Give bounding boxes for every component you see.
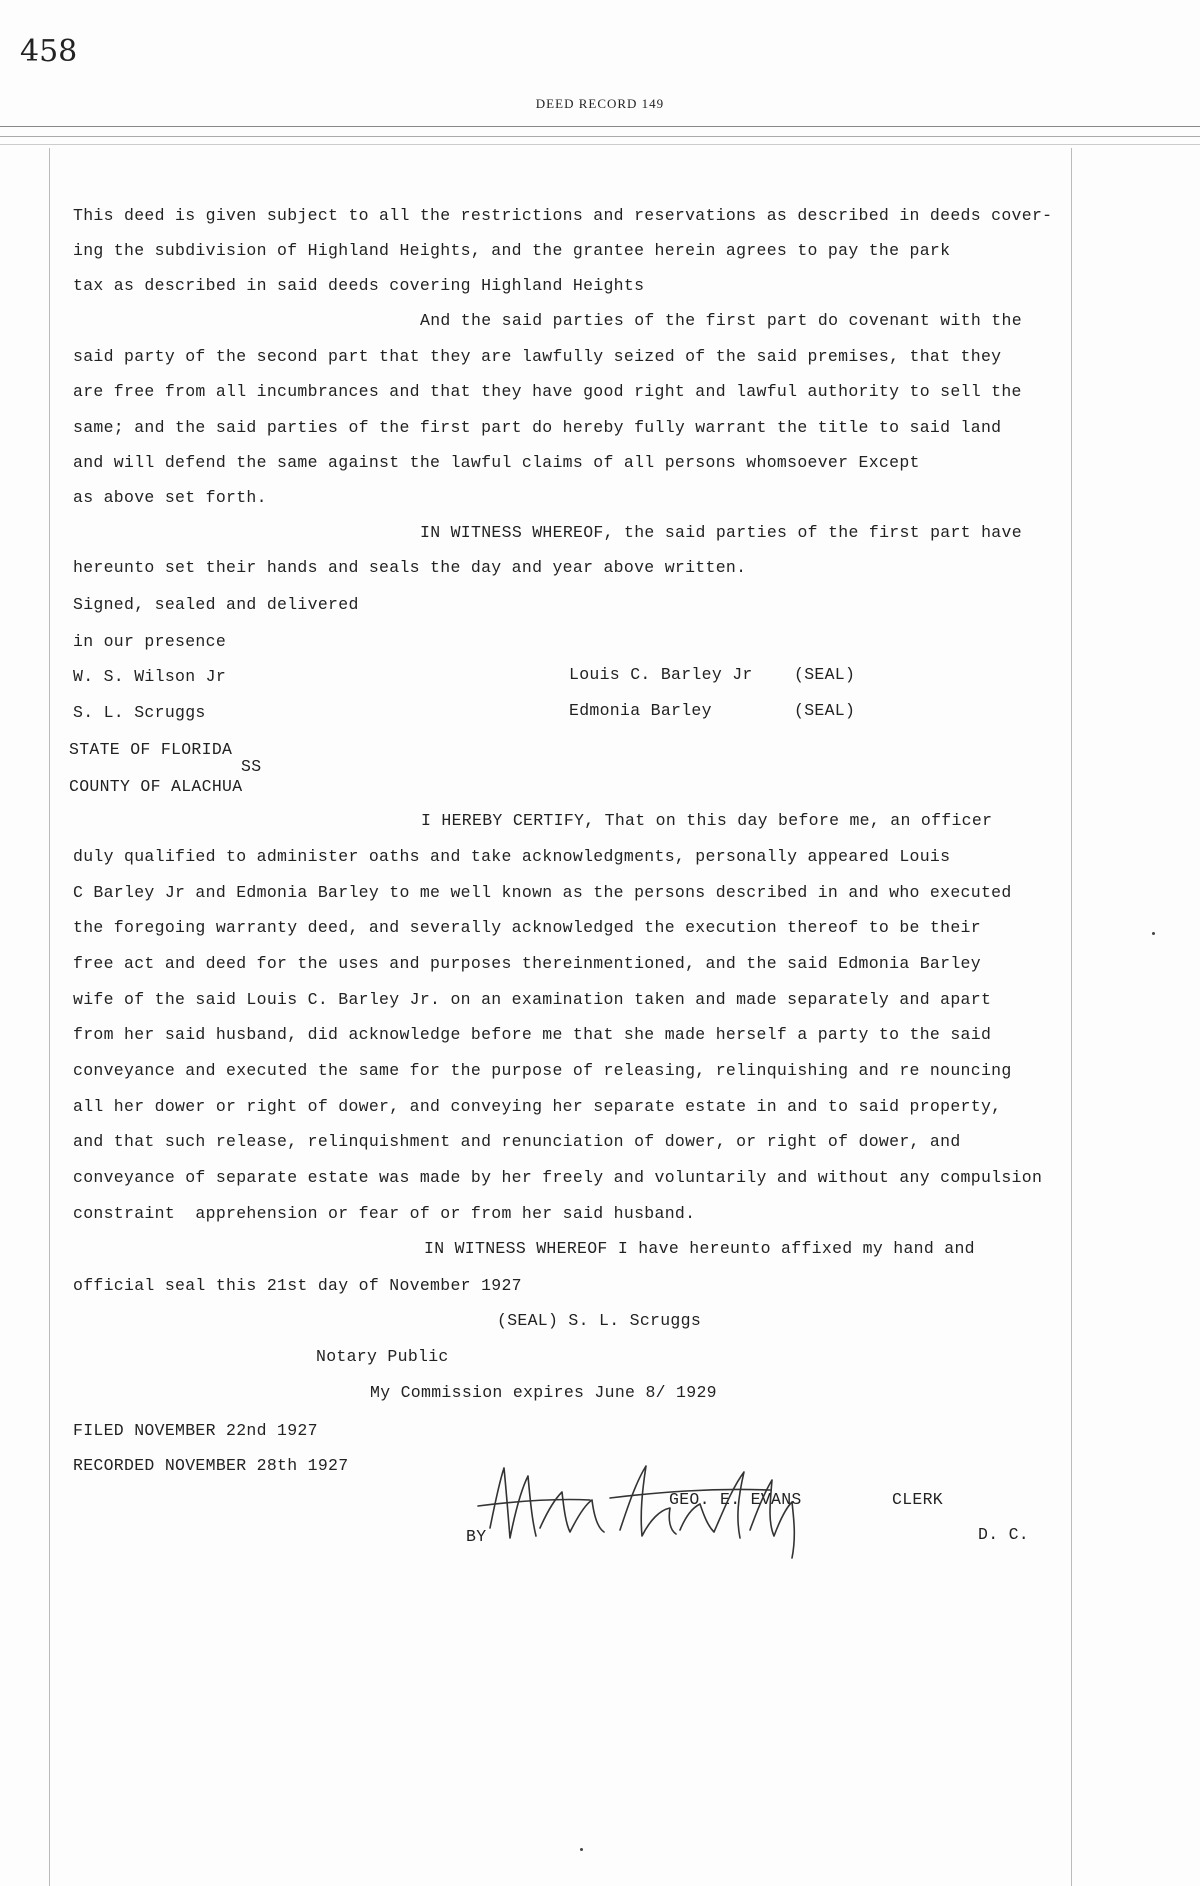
grantor-2-seal: (SEAL)	[794, 701, 856, 720]
by-label: BY	[466, 1527, 487, 1546]
venue-ss: SS	[241, 757, 262, 776]
clerk-title: CLERK	[892, 1490, 944, 1509]
witness-1: W. S. Wilson Jr	[73, 667, 227, 686]
certificate-line-4: the foregoing warranty deed, and severally acknowledged the execution thereof to be their	[73, 918, 981, 937]
certificate-line-5: free act and deed for the uses and purposes thereinmentioned, and the said Edmonia Barley	[73, 954, 981, 973]
record-book-header: DEED RECORD 149	[535, 96, 665, 111]
body-line-2: ing the subdivision of Highland Heights, and the grantee herein agrees to pay the park	[73, 241, 951, 260]
certificate-line-1: I HEREBY CERTIFY, That on this day before me, an officer	[421, 811, 993, 830]
venue-county: COUNTY OF ALACHUA	[69, 777, 243, 796]
page-number: 458	[20, 34, 78, 69]
left-margin-line	[49, 148, 50, 1886]
certificate-line-9: all her dower or right of dower, and conveying her separate estate in and to said property,	[73, 1097, 1002, 1116]
grantor-1-seal: (SEAL)	[794, 665, 856, 684]
deputy-clerk-signature	[470, 1458, 840, 1568]
right-margin-line	[1071, 148, 1072, 1886]
body-line-7: same; and the said parties of the first part do hereby fully warrant the title to said land	[73, 418, 1002, 437]
certificate-line-10: and that such release, relinquishment and renunciation of dower, or right of dower, and	[73, 1132, 961, 1151]
certificate-line-8: conveyance and executed the same for the purpose of releasing, relinquishing and re nouncing	[73, 1061, 1012, 1080]
certificate-line-6: wife of the said Louis C. Barley Jr. on an examination taken and made separately and apart	[73, 990, 992, 1009]
clerk-name: GEO. E. EVANS	[669, 1490, 802, 1509]
margin-mark	[1152, 932, 1155, 935]
body-line-11: hereunto set their hands and seals the day and year above written.	[73, 558, 747, 577]
certificate-line-13: IN WITNESS WHEREOF I have hereunto affixed my hand and	[424, 1239, 975, 1258]
body-line-5: said party of the second part that they are lawfully seized of the said premises, that they	[73, 347, 1002, 366]
venue-state: STATE OF FLORIDA	[69, 740, 233, 759]
body-line-3: tax as described in said deeds covering Highland Heights	[73, 276, 645, 295]
notary-title: Notary Public	[316, 1347, 449, 1366]
body-line-10: IN WITNESS WHEREOF, the said parties of the first part have	[420, 523, 1022, 542]
body-line-4: And the said parties of the first part do covenant with the	[420, 311, 1022, 330]
notary-signature: (SEAL) S. L. Scruggs	[497, 1311, 702, 1330]
header-rule-middle	[0, 136, 1200, 137]
recorded-date: RECORDED NOVEMBER 28th 1927	[73, 1456, 349, 1475]
body-line-6: are free from all incumbrances and that they have good right and lawful authority to sell the	[73, 382, 1022, 401]
header-rule-bottom	[0, 144, 1200, 145]
body-line-8: and will defend the same against the lawful claims of all persons whomsoever Except	[73, 453, 920, 472]
notary-commission: My Commission expires June 8/ 1929	[370, 1383, 717, 1402]
witness-2: S. L. Scruggs	[73, 703, 206, 722]
certificate-line-7: from her said husband, did acknowledge before me that she made herself a party to the said	[73, 1025, 992, 1044]
certificate-line-11: conveyance of separate estate was made by her freely and voluntarily and without any compulsion	[73, 1168, 1043, 1187]
deputy-clerk-label: D. C.	[978, 1525, 1030, 1544]
grantor-2-name: Edmonia Barley	[569, 701, 712, 720]
header-rule-top	[0, 126, 1200, 127]
body-line-1: This deed is given subject to all the restrictions and reservations as described in deeds cover-	[73, 206, 1053, 225]
bottom-mark	[580, 1848, 583, 1851]
certificate-line-14: official seal this 21st day of November 1927	[73, 1276, 522, 1295]
body-line-9: as above set forth.	[73, 488, 267, 507]
grantor-1-name: Louis C. Barley Jr	[569, 665, 753, 684]
certificate-line-3: C Barley Jr and Edmonia Barley to me well known as the persons described in and who executed	[73, 883, 1012, 902]
certificate-line-2: duly qualified to administer oaths and take acknowledgments, personally appeared Louis	[73, 847, 951, 866]
body-line-13: in our presence	[73, 632, 227, 651]
filed-date: FILED NOVEMBER 22nd 1927	[73, 1421, 318, 1440]
body-line-12: Signed, sealed and delivered	[73, 595, 359, 614]
certificate-line-12: constraint apprehension or fear of or from her said husband.	[73, 1204, 696, 1223]
